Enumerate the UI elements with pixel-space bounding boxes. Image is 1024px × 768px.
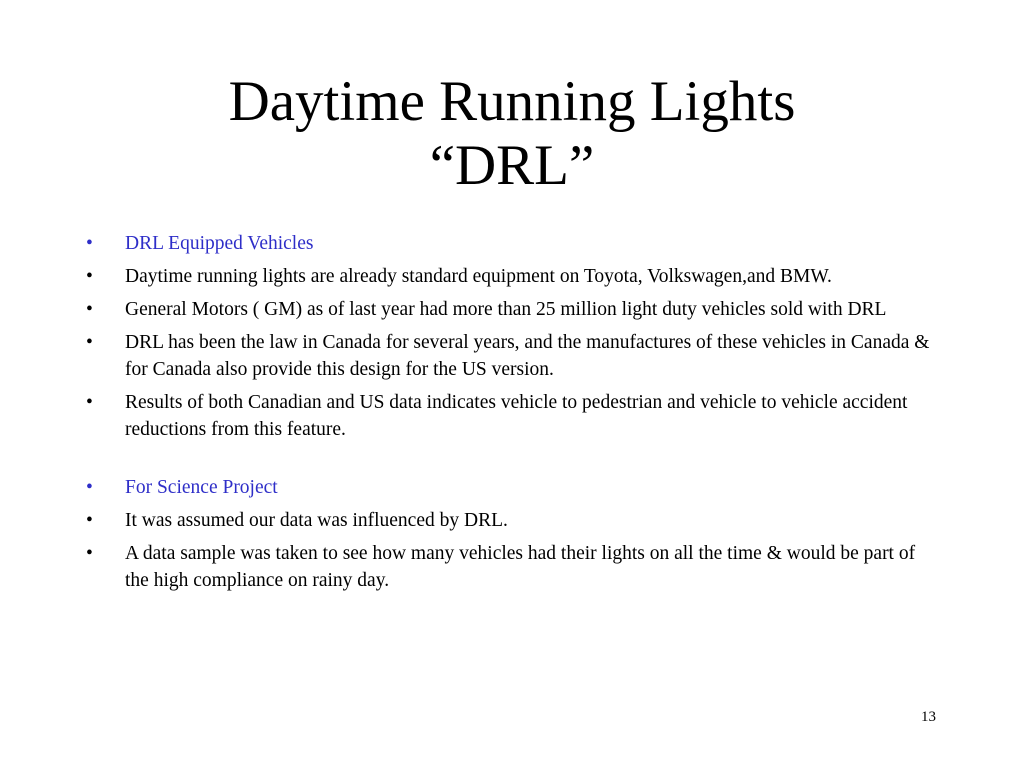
bullet-dot: • bbox=[86, 299, 93, 320]
bullet-text: General Motors ( GM) as of last year had more than 25 million light duty vehicles sold with DRL bbox=[125, 299, 887, 320]
bullet-results bbox=[0, 389, 1024, 443]
bullet-dot: • bbox=[86, 233, 93, 254]
bullet-canada-law bbox=[0, 329, 1024, 383]
bullet-dot: • bbox=[86, 392, 93, 413]
bullet-text: A data sample was taken to see how many vehicles had their lights on all the time & would be part of the high compliance on rainy day. bbox=[125, 543, 916, 591]
bullet-text: Daytime running lights are already standard equipment on Toyota, Volkswagen,and BMW. bbox=[125, 266, 832, 287]
bullet-dot: • bbox=[86, 543, 93, 564]
bullet-text: DRL has been the law in Canada for several years, and the manufactures of these vehicles in Canada & for Canada also provide this design for the US version. bbox=[125, 332, 930, 380]
bullet-text: For Science Project bbox=[125, 477, 278, 498]
bullet-data-sample bbox=[0, 540, 1024, 594]
bullet-dot: • bbox=[86, 332, 93, 353]
title-line-1: Daytime Running Lights bbox=[228, 70, 796, 133]
bullet-general-motors bbox=[0, 296, 1024, 323]
bullet-text: It was assumed our data was influenced by DRL. bbox=[125, 510, 508, 531]
slide-title bbox=[0, 70, 1024, 198]
page-number: 13 bbox=[921, 709, 936, 725]
bullet-drl-equipped-vehicles bbox=[0, 230, 1024, 257]
bullet-dot: • bbox=[86, 510, 93, 531]
bullet-text: Results of both Canadian and US data indicates vehicle to pedestrian and vehicle to vehicle accident reductions from this feature. bbox=[125, 392, 908, 440]
bullet-text: DRL Equipped Vehicles bbox=[125, 233, 314, 254]
bullet-assumed-influence bbox=[0, 507, 1024, 534]
title-line-2: “DRL” bbox=[429, 134, 595, 197]
bullet-dot: • bbox=[86, 266, 93, 287]
bullet-for-science-project bbox=[0, 474, 1024, 501]
bullet-standard-equipment bbox=[0, 263, 1024, 290]
bullet-list bbox=[0, 230, 1024, 600]
bullet-dot: • bbox=[86, 477, 93, 498]
